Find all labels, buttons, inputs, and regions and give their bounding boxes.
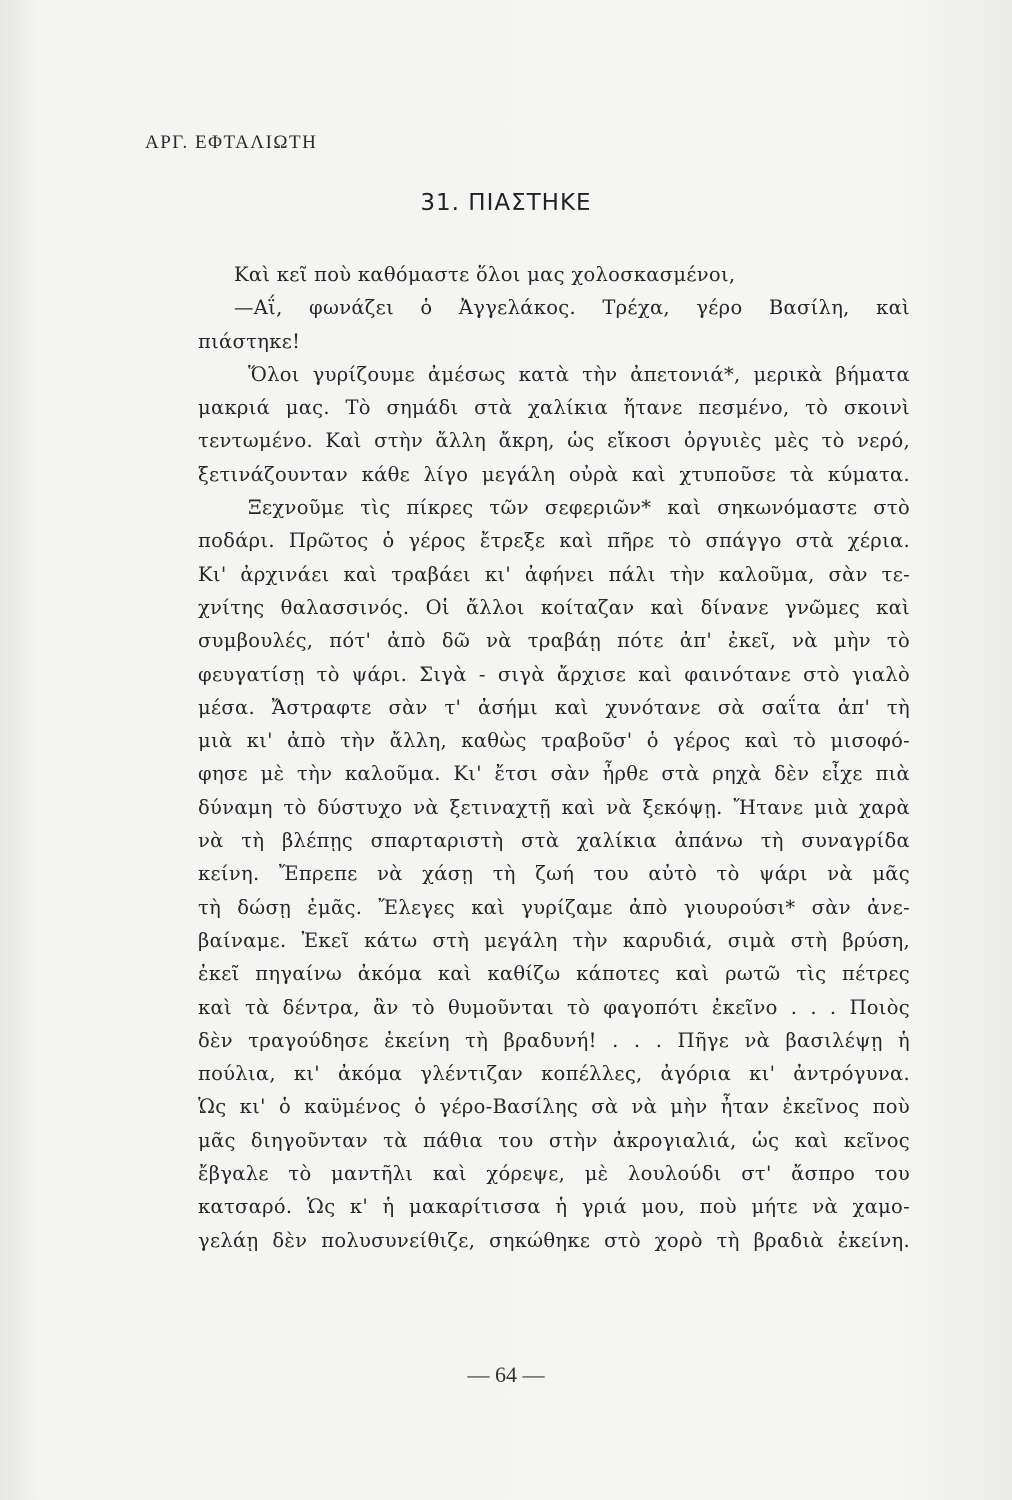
text-line: Ὅλοι γυρίζουμε ἀμέσως κατὰ τὴν ἀπετονιά*, μερικὰ βήματα [248, 362, 910, 386]
text-line: μιὰ κι' ἀπὸ τὴν ἄλλη, καθὼς τραβοῦσ' ὁ γέρος καὶ τὸ μισοφό- [198, 729, 910, 753]
text-line: φευγατίσῃ τὸ ψάρι. Σιγὰ - σιγὰ ἄρχισε καὶ φαινότανε στὸ γιαλὸ [198, 662, 910, 686]
text-line: —Αΐ, φωνάζει ὁ Ἀγγελάκος. Τρέχα, γέρο Βασίλη, καὶ [234, 296, 910, 320]
text-line: μέσα. Ἄστραφτε σὰν τ' ἀσήμι καὶ χυνότανε σὰ σαΐτα ἀπ' τὴ [198, 695, 910, 719]
chapter-title: 31. ΠΙΑΣΤΗΚΕ [420, 190, 592, 216]
text-line: γελάῃ δὲν πολυσυνείθιζε, σηκώθηκε στὸ χορὸ τὴ βραδιὰ ἐκείνη. [198, 1228, 910, 1252]
text-line: πούλια, κι' ἀκόμα γλέντιζαν κοπέλλες, ἀγόρια κι' ἀντρόγυνα. [198, 1062, 910, 1086]
text-line: Ὡς κι' ὁ καϋμένος ὁ γέρο-Βασίλης σὰ νὰ μὴν ἦταν ἐκεῖνος ποὺ [198, 1095, 910, 1119]
text-line: κατσαρό. Ὡς κ' ἡ μακαρίτισσα ἡ γριά μου, ποὺ μήτε νὰ χαμο- [198, 1195, 910, 1219]
body-text [198, 258, 910, 1257]
text-line: Ξεχνοῦμε τὶς πίκρες τῶν σεφεριῶν* καὶ σηκωνόμαστε στὸ [248, 496, 910, 520]
text-line: δὲν τραγούδησε ἐκείνη τὴ βραδυνή! . . . Πῆγε νὰ βασιλέψῃ ἡ [198, 1028, 910, 1052]
text-line: ποδάρι. Πρῶτος ὁ γέρος ἔτρεξε καὶ πῆρε τὸ σπάγγο στὰ χέρια. [198, 529, 910, 553]
text-line: μακριά μας. Τὸ σημάδι στὰ χαλίκια ἤτανε πεσμένο, τὸ σκοινὶ [198, 396, 910, 420]
text-line: συμβουλές, πότ' ἀπὸ δῶ νὰ τραβάῃ πότε ἀπ' ἐκεῖ, νὰ μὴν τὸ [198, 629, 910, 653]
text-line: Κι' ἀρχινάει καὶ τραβάει κι' ἀφήνει πάλι τὴν καλοῦμα, σὰν τε- [198, 562, 910, 586]
text-line: βαίναμε. Ἐκεῖ κάτω στὴ μεγάλη τὴν καρυδιά, σιμὰ στὴ βρύση, [198, 928, 910, 952]
text-line: νὰ τὴ βλέπῃς σπαρταριστὴ στὰ χαλίκια ἀπάνω τὴ συναγρίδα [198, 829, 910, 853]
text-line: μᾶς διηγοῦνταν τὰ πάθια του στὴν ἀκρογιαλιά, ὡς καὶ κεῖνος [198, 1128, 910, 1152]
text-line: κείνη. Ἔπρεπε νὰ χάσῃ τὴ ζωή του αὐτὸ τὸ ψάρι νὰ μᾶς [198, 862, 910, 886]
text-line: πιάστηκε! [198, 329, 301, 353]
text-line: ξετινάζουνταν κάθε λίγο μεγάλη οὐρὰ καὶ χτυποῦσε τὰ κύματα. [198, 462, 910, 486]
page-number: — 64 — [467, 1362, 545, 1387]
text-line: ἔβγαλε τὸ μαντῆλι καὶ χόρεψε, μὲ λουλούδι στ' ἄσπρο του [198, 1162, 910, 1186]
text-line: δύναμη τὸ δύστυχο νὰ ξετιναχτῇ καὶ νὰ ξεκόψῃ. Ἤτανε μιὰ χαρὰ [198, 795, 910, 819]
text-line: ἐκεῖ πηγαίνω ἀκόμα καὶ καθίζω κάποτες καὶ ρωτῶ τὶς πέτρες [198, 962, 910, 986]
text-line: φησε μὲ τὴν καλοῦμα. Κι' ἔτσι σὰν ἦρθε στὰ ρηχὰ δὲν εἶχε πιὰ [198, 762, 910, 786]
text-line: Καὶ κεῖ ποὺ καθόμαστε ὅλοι μας χολοσκασμένοι, [234, 263, 736, 286]
text-line: χνίτης θαλασσινός. Οἱ ἄλλοι κοίταζαν καὶ δίνανε γνῶμες καὶ [198, 595, 910, 619]
author-header: ΑΡΓ. ΕΦΤΑΛΙΩΤΗ [145, 132, 318, 153]
text-line: τὴ δώσῃ ἐμᾶς. Ἔλεγες καὶ γυρίζαμε ἀπὸ γιουρούσι* σὰν ἀνε- [198, 895, 910, 919]
text-line: τεντωμένο. Καὶ στὴν ἄλλη ἄκρη, ὡς εἴκοσι ὀργυιὲς μὲς τὸ νερό, [198, 429, 910, 453]
text-line: καὶ τὰ δέντρα, ἂν τὸ θυμοῦνται τὸ φαγοπότι ἐκεῖνο . . . Ποιὸς [198, 995, 910, 1019]
